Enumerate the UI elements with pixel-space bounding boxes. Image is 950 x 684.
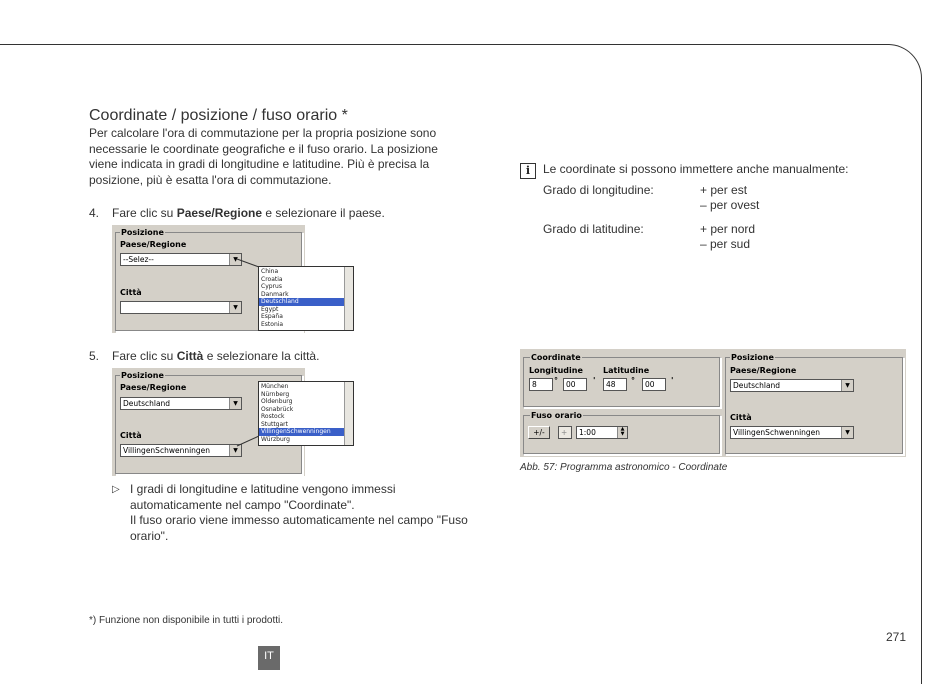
country-select-value: Deutschland <box>123 399 171 408</box>
chevron-down-icon[interactable]: ▼ <box>841 427 853 438</box>
chevron-down-icon[interactable]: ▼ <box>229 398 241 409</box>
list-item[interactable]: Estonia <box>261 320 284 328</box>
step-text-pre: Fare clic su <box>112 206 177 220</box>
longitude-label: Grado di longitudine: <box>543 183 654 197</box>
latitude-north: + per nord <box>700 222 756 236</box>
list-item[interactable]: China <box>261 268 279 275</box>
list-item[interactable]: Osnabrück <box>261 405 294 413</box>
step-text <box>112 206 385 220</box>
latitude-south: – per sud <box>700 237 751 251</box>
list-item[interactable]: Croatia <box>261 275 283 283</box>
city-select-value: VillingenSchwenningen <box>733 428 821 437</box>
group-label: Posizione <box>121 371 164 380</box>
astro-coordinates-panel <box>520 349 906 457</box>
step-text-bold: Città <box>176 349 204 363</box>
longitude-minutes-input[interactable]: 00 <box>563 378 587 391</box>
list-item[interactable]: Cyprus <box>261 283 282 290</box>
step-number: 5. <box>89 349 100 363</box>
result-line-2: Il fuso orario viene immesso automaticamente nel campo "Fuso orario". <box>130 513 468 543</box>
degree-symbol: ° <box>631 376 635 385</box>
list-item[interactable]: Danmark <box>261 290 289 298</box>
language-tab: IT <box>258 646 280 670</box>
note-text: Le coordinate si possono immettere anche manualmente: <box>543 162 849 176</box>
minute-symbol: ' <box>593 376 596 385</box>
city-select-value: VillingenSchwenningen <box>123 446 211 455</box>
city-dropdown-list[interactable] <box>258 381 354 446</box>
latitude-degrees-input[interactable]: 48 <box>603 378 627 391</box>
country-select-value: --Selez-- <box>123 255 154 264</box>
latitude-label: Grado di latitudine: <box>543 222 644 236</box>
list-item[interactable]: Stuttgart <box>261 420 288 428</box>
latitude-field-label: Latitudine <box>603 366 650 375</box>
timezone-label: Fuso orario <box>531 411 582 420</box>
degree-symbol: ° <box>554 376 558 385</box>
section-title: Coordinate / posizione / fuso orario * <box>89 107 348 124</box>
list-item-selected[interactable]: VillingenSchwenningen <box>259 428 353 436</box>
city-label: Città <box>120 431 142 440</box>
country-select[interactable] <box>730 379 854 392</box>
city-label: Città <box>120 288 142 297</box>
footnote: *) Funzione non disponibile in tutti i prodotti. <box>89 615 284 626</box>
list-item[interactable]: Rostock <box>261 413 285 420</box>
country-select-value: Deutschland <box>733 381 781 390</box>
page-number: 271 <box>886 630 907 644</box>
country-label: Paese/Regione <box>120 240 187 249</box>
list-item[interactable]: Egypt <box>261 305 279 313</box>
longitude-degrees-input[interactable]: 8 <box>529 378 553 391</box>
coordinate-label: Coordinate <box>531 353 581 362</box>
chevron-down-icon[interactable]: ▼ <box>841 380 853 391</box>
list-item[interactable]: Würzburg <box>261 435 290 443</box>
country-label: Paese/Regione <box>120 383 187 392</box>
longitude-field-label: Longitudine <box>529 366 583 375</box>
longitude-east: + per est <box>700 183 748 197</box>
intro-paragraph: Per calcolare l'ora di commutazione per la propria posizione sono necessarie le coordinate geografiche e il fuso orario. La posizione viene indicata in gradi di longitudine e latitudine. Più è precisa la posizione, più è esatta l'ora di commutazione. <box>89 126 438 187</box>
city-select[interactable] <box>120 301 242 314</box>
scrollbar[interactable] <box>344 382 353 445</box>
country-label: Paese/Regione <box>730 366 797 375</box>
spin-arrows-icon[interactable]: ▲ ▼ <box>617 427 627 438</box>
timezone-value: 1:00 <box>579 428 596 437</box>
scrollbar[interactable] <box>344 267 353 330</box>
sign-toggle-button[interactable]: +/- <box>528 426 550 439</box>
step-text-post: e selezionare la città. <box>203 349 320 363</box>
longitude-west: – per ovest <box>700 198 760 212</box>
country-select[interactable] <box>120 253 242 266</box>
list-item[interactable]: München <box>261 383 289 390</box>
city-select[interactable] <box>120 444 242 457</box>
timezone-input[interactable] <box>576 426 628 439</box>
step-text-bold: Paese/Regione <box>176 206 263 220</box>
list-item-selected[interactable]: Deutschland <box>259 298 353 306</box>
latitude-minutes-input[interactable]: 00 <box>642 378 666 391</box>
minute-symbol: ' <box>671 376 674 385</box>
timezone-sign: + <box>558 426 572 439</box>
result-text <box>130 482 480 544</box>
step-text-pre: Fare clic su <box>112 349 177 363</box>
chevron-down-icon[interactable]: ▼ <box>229 302 241 313</box>
group-label: Posizione <box>121 228 164 237</box>
step-number: 4. <box>89 206 100 220</box>
group-label: Posizione <box>731 353 774 362</box>
list-item[interactable]: España <box>261 313 283 320</box>
triangle-bullet-icon: ▷ <box>112 484 120 495</box>
list-item[interactable]: Oldenburg <box>261 398 293 405</box>
result-line-1: I gradi di longitudine e latitudine vengono immessi automaticamente nel campo "Coordinate". <box>130 482 396 512</box>
chevron-down-icon[interactable]: ▼ <box>229 254 241 265</box>
info-icon: i <box>520 163 536 179</box>
city-label: Città <box>730 413 752 422</box>
city-select[interactable] <box>730 426 854 439</box>
step-text-post: e selezionare il paese. <box>262 206 385 220</box>
figure-caption: Abb. 57: Programma astronomico - Coordinate <box>520 462 728 473</box>
country-select[interactable] <box>120 397 242 410</box>
chevron-down-icon[interactable]: ▼ <box>229 445 241 456</box>
list-item[interactable]: Nürnberg <box>261 390 290 398</box>
step-text <box>112 349 319 363</box>
country-dropdown-list[interactable] <box>258 266 354 331</box>
